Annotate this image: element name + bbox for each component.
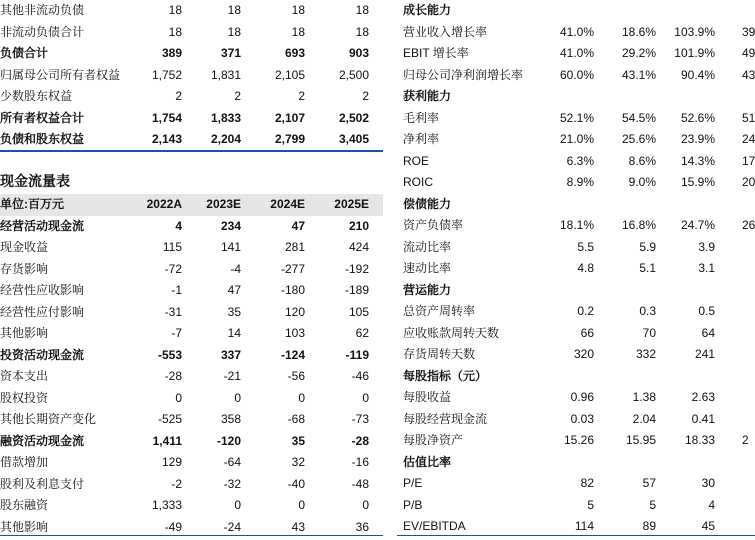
- balance-row: [0, 0, 383, 22]
- ratio-row-label: 成长能力: [403, 3, 452, 17]
- cashflow-row-value: 115: [162, 240, 182, 254]
- cashflow-row-value: -124: [280, 347, 305, 362]
- ratio-row-value: 2: [742, 433, 749, 447]
- ratio-row: [397, 172, 755, 194]
- cashflow-row-value: -68: [287, 412, 305, 426]
- ratio-row-value: 5.9: [639, 239, 656, 254]
- cashflow-row-value: 32: [291, 455, 305, 469]
- ratio-row-value: 26: [742, 218, 755, 232]
- ratio-row: [397, 366, 755, 388]
- ratio-row-value: 21.0%: [559, 132, 594, 146]
- cashflow-row-value: 105: [348, 304, 369, 319]
- balance-row-value: 2,502: [338, 110, 369, 125]
- cashflow-row-label: 股利及利息支付: [0, 476, 85, 491]
- cashflow-row-value: 129: [161, 455, 182, 469]
- cashflow-title: 现金流量表: [0, 173, 70, 189]
- cashflow-row-value: -24: [223, 519, 241, 534]
- cashflow-header-row: [0, 194, 383, 216]
- ratio-row-value: 89: [642, 519, 656, 533]
- ratio-row-value: 24.7%: [680, 218, 715, 232]
- ratio-row-label: 每股指标（元）: [403, 368, 488, 383]
- ratio-row-value: 16.8%: [621, 218, 656, 232]
- ratio-row-value: 101.9%: [674, 46, 715, 60]
- cashflow-row-label: 股东融资: [0, 498, 49, 512]
- balance-row: [0, 43, 383, 65]
- cashflow-row-label: 投资活动现金流: [0, 347, 85, 362]
- balance-row-value: 1,754: [151, 110, 182, 125]
- ratio-row-value: 41.0%: [559, 46, 594, 60]
- balance-row-label: 非流动负债合计: [0, 24, 85, 39]
- ratio-row-label: 应收账款周转天数: [403, 325, 500, 340]
- balance-row-value: 2: [298, 89, 305, 103]
- ratio-row-value: 66: [580, 325, 594, 340]
- cashflow-row-value: -56: [287, 369, 305, 383]
- ratio-row-label: 毛利率: [403, 110, 440, 125]
- unit-label: 单位:百万元: [0, 197, 64, 211]
- cashflow-row-label: 经营性应付影响: [0, 304, 85, 319]
- ratio-row-value: 60.0%: [559, 67, 594, 82]
- ratio-row-value: 41.0%: [559, 24, 594, 39]
- cashflow-row: [0, 366, 383, 388]
- balance-row-label: 其他非流动负债: [0, 3, 85, 17]
- ratio-row: [397, 323, 755, 345]
- cashflow-row-value: -28: [351, 433, 369, 448]
- cashflow-row-value: -16: [351, 455, 369, 469]
- ratio-row-value: 90.4%: [680, 67, 715, 82]
- cashflow-row-value: -64: [223, 455, 241, 469]
- ratio-row: [397, 86, 755, 108]
- ratio-row-value: 0.2: [577, 304, 594, 318]
- ratio-row-value: 2.04: [632, 411, 656, 426]
- cashflow-row: [0, 452, 383, 474]
- cashflow-row-value: -7: [171, 326, 182, 340]
- ratio-row: [397, 65, 755, 87]
- cashflow-row-value: 43: [291, 519, 305, 534]
- cashflow-row-value: 0: [234, 498, 241, 512]
- cashflow-bottom-rule: [0, 535, 383, 536]
- ratio-row-value: 0.03: [570, 411, 594, 426]
- ratio-row-value: 15.26: [563, 433, 594, 447]
- cashflow-row-value: -40: [287, 476, 305, 491]
- ratio-row-label: 每股收益: [403, 390, 452, 404]
- cashflow-row-label: 存货影响: [0, 261, 49, 276]
- ratio-row-label: 偿债能力: [403, 196, 452, 211]
- ratio-row-value: 5.1: [639, 261, 656, 275]
- ratio-row-value: 24: [742, 132, 755, 146]
- ratio-row-label: ROIC: [403, 175, 433, 189]
- balance-row-value: 18: [291, 24, 305, 39]
- cashflow-row-value: -553: [157, 347, 182, 362]
- balance-row-value: 18: [355, 3, 369, 17]
- ratio-row-label: 流动比率: [403, 239, 452, 254]
- cashflow-row-value: 1,333: [151, 498, 182, 512]
- cashflow-row-value: -49: [164, 519, 182, 534]
- cashflow-row-label: 资本支出: [0, 369, 49, 383]
- cashflow-row-value: 120: [284, 304, 305, 319]
- cashflow-row-value: -72: [164, 261, 182, 276]
- ratio-row-value: 43.1%: [621, 67, 656, 82]
- cashflow-row-value: -119: [345, 347, 369, 362]
- balance-sheet-tail: [0, 0, 383, 151]
- cashflow-row-value: 36: [355, 519, 369, 534]
- balance-row: [0, 22, 383, 44]
- cashflow-row-value: 47: [291, 218, 305, 233]
- ratio-row-label: 获利能力: [403, 89, 452, 103]
- balance-row-value: 903: [348, 46, 369, 60]
- year-2022a: 2022A: [146, 197, 182, 211]
- cashflow-row-value: -192: [344, 261, 369, 276]
- ratio-row-label: 归母公司净利润增长率: [403, 67, 524, 82]
- ratio-row-value: 8.9%: [566, 175, 594, 189]
- balance-row-value: 371: [220, 46, 241, 60]
- ratio-row-value: 70: [642, 325, 656, 340]
- ratio-row-value: 51: [742, 110, 755, 125]
- ratio-row-value: 82: [580, 476, 594, 490]
- balance-row-value: 2,799: [274, 132, 305, 146]
- cashflow-row-value: 35: [291, 433, 305, 448]
- year-2024e: 2024E: [270, 197, 305, 211]
- ratio-row: [397, 301, 755, 323]
- balance-row-value: 2,500: [338, 67, 369, 82]
- ratio-row-value: 45: [701, 519, 715, 533]
- balance-row-value: 3,405: [338, 132, 369, 146]
- cashflow-row-value: -46: [351, 369, 369, 383]
- cashflow-row-label: 股权投资: [0, 390, 49, 405]
- cashflow-row-value: -73: [351, 412, 369, 426]
- cashflow-row-value: 358: [220, 412, 241, 426]
- ratio-row-value: 0.3: [639, 304, 656, 318]
- cashflow-row-value: 0: [362, 498, 369, 512]
- cashflow-row: [0, 280, 383, 302]
- balance-row-label: 归属母公司所有者权益: [0, 67, 121, 82]
- ratio-row-label: ROE: [403, 153, 430, 168]
- ratio-row-value: 114: [574, 519, 594, 533]
- cashflow-row-value: 1,411: [152, 433, 182, 448]
- cashflow-row-label: 经营活动现金流: [0, 218, 85, 233]
- ratio-row: [397, 344, 755, 366]
- ratio-row-value: 4.8: [577, 261, 594, 275]
- cashflow-row-value: 35: [227, 304, 241, 319]
- cashflow-row: [0, 302, 383, 324]
- ratio-row: [397, 22, 755, 44]
- balance-row: [0, 65, 383, 87]
- ratio-row-value: 52.1%: [559, 110, 594, 125]
- cashflow-row-value: 210: [348, 218, 369, 233]
- ratio-row: [397, 129, 755, 151]
- cashflow-row-label: 其他长期资产变化: [0, 412, 97, 426]
- ratio-row: [397, 387, 755, 409]
- balance-row-label: 负债合计: [0, 46, 49, 60]
- ratio-row-label: EBIT 增长率: [403, 46, 469, 60]
- balance-row-value: 2,143: [151, 132, 182, 146]
- ratio-row-label: P/E: [403, 476, 423, 490]
- balance-row-label: 负债和股东权益: [0, 132, 85, 146]
- cashflow-row-label: 经营性应收影响: [0, 283, 85, 297]
- balance-row-value: 2,107: [274, 110, 305, 125]
- cashflow-row-value: -525: [157, 412, 182, 426]
- ratio-row: [397, 473, 755, 495]
- cashflow-row: [0, 259, 383, 281]
- cashflow-row: [0, 495, 383, 517]
- ratio-row-value: 30: [701, 476, 715, 490]
- ratio-row-value: 320: [573, 347, 594, 361]
- balance-row-value: 2: [175, 89, 182, 103]
- cashflow-row-value: -48: [351, 476, 369, 491]
- cashflow-row-value: 0: [362, 390, 369, 405]
- balance-row-value: 18: [291, 3, 305, 17]
- cashflow-row-value: -4: [230, 261, 241, 276]
- cashflow-row-value: -2: [171, 476, 182, 491]
- ratio-row-value: 14.3%: [680, 153, 715, 168]
- ratio-row-value: 52.6%: [680, 110, 715, 125]
- cashflow-row: [0, 388, 383, 410]
- cashflow-row-value: 0: [234, 390, 241, 405]
- ratio-row-label: 存货周转天数: [403, 347, 476, 361]
- ratio-row-value: 0.96: [570, 390, 594, 404]
- ratio-row-value: 1.38: [632, 390, 656, 404]
- ratio-row: [397, 430, 755, 452]
- ratio-row-value: 2.63: [691, 390, 715, 404]
- ratio-row-label: 速动比率: [403, 261, 452, 275]
- cashflow-row-value: -21: [223, 369, 241, 383]
- balance-row: [0, 108, 383, 130]
- cashflow-row: [0, 431, 383, 453]
- ratio-row-value: 64: [701, 325, 715, 340]
- balance-row: [0, 129, 383, 151]
- cashflow-table: [0, 216, 383, 539]
- ratio-row: [397, 258, 755, 280]
- ratio-row: [397, 151, 755, 173]
- ratio-row-value: 18.1%: [559, 218, 594, 232]
- cashflow-row: [0, 237, 383, 259]
- ratio-row-value: 39: [742, 24, 755, 39]
- cashflow-row-value: 0: [298, 498, 305, 512]
- balance-row-value: 18: [227, 3, 241, 17]
- cashflow-row-value: 234: [220, 218, 241, 233]
- cashflow-row-value: 0: [175, 390, 182, 405]
- balance-row-value: 2: [362, 89, 369, 103]
- year-2023e: 2023E: [206, 197, 241, 211]
- balance-row-label: 少数股东权益: [0, 89, 73, 103]
- cashflow-row-value: -277: [280, 261, 305, 276]
- cashflow-row-value: -189: [344, 283, 369, 297]
- cashflow-row-label: 其他影响: [0, 519, 49, 534]
- cashflow-row: [0, 474, 383, 496]
- year-2025e: 2025E: [334, 197, 369, 211]
- ratio-row-value: 23.9%: [680, 132, 715, 146]
- ratio-row: [397, 409, 755, 431]
- ratio-row-value: 25.6%: [621, 132, 656, 146]
- ratio-row-value: 49: [742, 46, 755, 60]
- ratio-row-label: 营业收入增长率: [403, 24, 488, 39]
- cashflow-row-value: 0: [298, 390, 305, 405]
- balance-row-value: 18: [168, 3, 182, 17]
- balance-row-value: 2,204: [210, 132, 241, 146]
- ratio-row: [397, 215, 755, 237]
- ratio-row-value: 54.5%: [621, 110, 656, 125]
- ratio-row: [397, 452, 755, 474]
- ratio-row-value: 29.2%: [621, 46, 656, 60]
- balance-bottom-rule: [0, 150, 383, 152]
- ratio-row-value: 5: [649, 497, 656, 512]
- ratio-row-value: 6.3%: [566, 153, 594, 168]
- cashflow-row-value: 281: [284, 240, 305, 254]
- ratio-row-value: 3.9: [698, 239, 715, 254]
- right-ratio-pane: [397, 0, 755, 540]
- ratio-row-value: 15.9%: [680, 175, 715, 189]
- ratio-row-value: 103.9%: [674, 24, 715, 39]
- balance-row-label: 所有者权益合计: [0, 110, 85, 125]
- ratio-row-value: 15.95: [625, 433, 656, 447]
- balance-row-value: 18: [168, 24, 182, 39]
- ratio-row-value: 3.1: [698, 261, 715, 275]
- ratio-row-value: 43: [742, 67, 755, 82]
- ratio-row-value: 20: [742, 175, 755, 189]
- ratio-row-value: 0.5: [698, 304, 715, 318]
- balance-row-value: 18: [227, 24, 241, 39]
- ratio-row-label: P/B: [403, 497, 423, 512]
- cashflow-row-value: -28: [164, 369, 182, 383]
- cashflow-row-value: -180: [280, 283, 305, 297]
- cashflow-row: [0, 323, 383, 345]
- ratio-row-value: 5.5: [577, 239, 594, 254]
- ratio-row: [397, 43, 755, 65]
- balance-row-value: 693: [284, 46, 305, 60]
- ratio-row-value: 17: [742, 153, 755, 168]
- balance-row-value: 389: [161, 46, 182, 60]
- cashflow-row-value: -32: [223, 476, 241, 491]
- balance-row-value: 1,752: [151, 67, 182, 82]
- ratio-row-value: 8.6%: [628, 153, 656, 168]
- ratio-row-value: 57: [642, 476, 656, 490]
- ratio-row-value: 18.6%: [621, 24, 656, 39]
- cashflow-row-label: 借款增加: [0, 455, 49, 469]
- balance-row-value: 1,833: [210, 110, 241, 125]
- balance-row-value: 18: [355, 24, 369, 39]
- ratio-row-value: 241: [694, 347, 715, 361]
- ratio-row-label: EV/EBITDA: [403, 519, 466, 533]
- cashflow-row-value: 14: [227, 326, 241, 340]
- cashflow-row-value: -1: [171, 283, 182, 297]
- balance-row-value: 1,831: [210, 67, 241, 82]
- ratio-row: [397, 237, 755, 259]
- ratio-row-label: 估值比率: [403, 454, 452, 469]
- cashflow-row-value: 337: [220, 347, 241, 362]
- cashflow-row-value: 47: [227, 283, 241, 297]
- ratio-row-label: 营运能力: [403, 282, 452, 297]
- ratio-row-value: 5: [587, 497, 594, 512]
- cashflow-row: [0, 216, 383, 238]
- ratio-row-value: 9.0%: [628, 175, 656, 189]
- ratio-row-label: 每股经营现金流: [403, 411, 488, 426]
- ratio-row-value: 0.41: [691, 411, 715, 426]
- ratio-row-value: 332: [635, 347, 656, 361]
- cashflow-row-value: 4: [175, 218, 182, 233]
- ratio-row: [397, 108, 755, 130]
- cashflow-row-label: 融资活动现金流: [0, 433, 85, 448]
- cashflow-row-value: 141: [220, 240, 241, 254]
- ratio-row-value: 18.33: [684, 433, 715, 447]
- ratio-bottom-rule: [397, 535, 755, 536]
- cashflow-row: [0, 345, 383, 367]
- cashflow-row-value: 62: [355, 326, 369, 340]
- cashflow-row-label: 其他影响: [0, 326, 49, 340]
- ratio-row: [397, 280, 755, 302]
- balance-row-value: 2,105: [274, 67, 305, 82]
- ratio-row-label: 资产负债率: [403, 218, 464, 232]
- ratio-row: [397, 495, 755, 517]
- cashflow-row: [0, 409, 383, 431]
- cashflow-row-value: -120: [216, 433, 241, 448]
- ratio-row: [397, 194, 755, 216]
- ratio-row-label: 每股净资产: [403, 433, 464, 447]
- ratio-row-label: 总资产周转率: [403, 304, 476, 318]
- cashflow-row-value: 424: [348, 240, 369, 254]
- ratio-table: [397, 0, 755, 538]
- cashflow-row-label: 现金收益: [0, 240, 49, 254]
- ratio-row-value: 4: [708, 497, 715, 512]
- cashflow-row-value: -31: [164, 304, 182, 319]
- ratio-row: [397, 0, 755, 22]
- ratio-row-label: 净利率: [403, 132, 440, 146]
- cashflow-row-value: 103: [284, 326, 305, 340]
- balance-row-value: 2: [234, 89, 241, 103]
- balance-row: [0, 86, 383, 108]
